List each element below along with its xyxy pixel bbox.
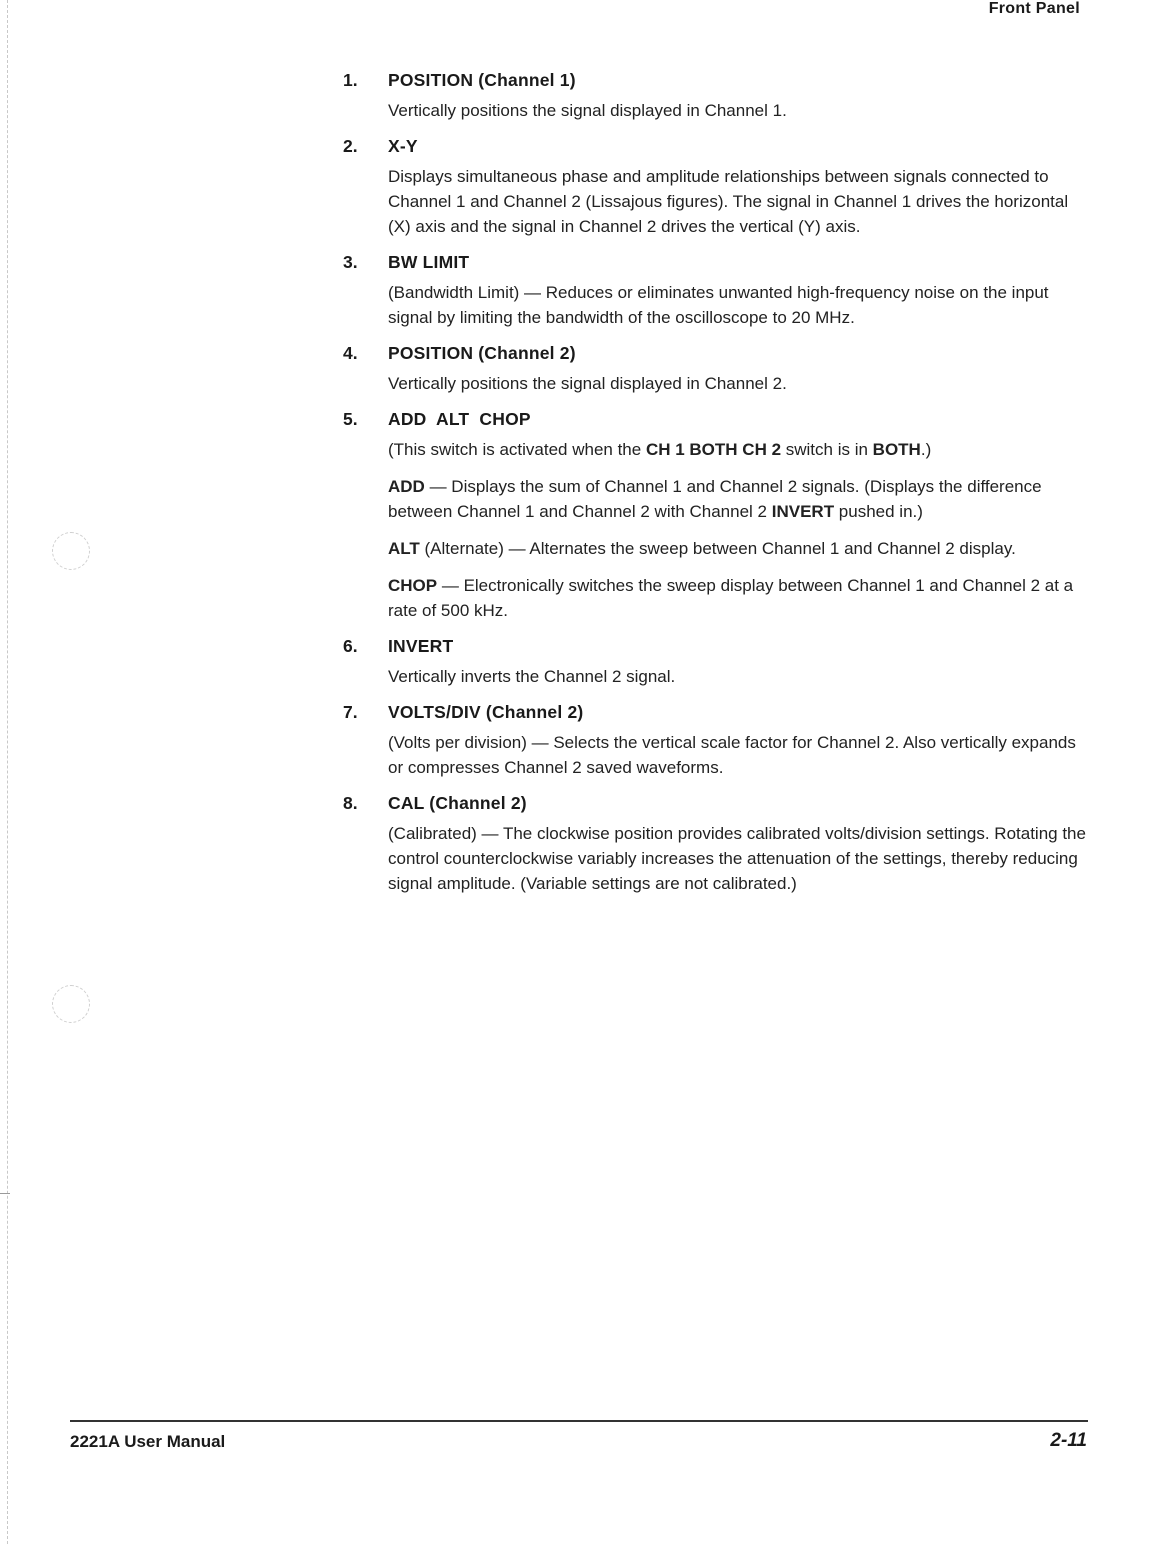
item-number: 1. xyxy=(343,70,358,90)
margin-tick xyxy=(0,1193,10,1194)
item-heading xyxy=(336,407,1086,431)
item-number: 7. xyxy=(343,702,358,722)
footer-rule xyxy=(70,1420,1088,1422)
punch-hole xyxy=(52,985,90,1023)
item-description xyxy=(388,280,1086,330)
list-item xyxy=(336,700,1086,780)
item-title: ADD ALT CHOP xyxy=(388,409,531,429)
item-list xyxy=(336,68,1086,907)
text-run: (Calibrated) — The clockwise position provides calibrated volts/division settings. Rotating the control counterclockwise variably increases the attenuation of the settings, thereby reducing signal amplitude. (Variable settings are not calibrated.) xyxy=(388,824,1086,893)
list-item xyxy=(336,634,1086,689)
text-run: (Alternate) — Alternates the sweep between Channel 1 and Channel 2 display. xyxy=(419,539,1016,558)
item-heading xyxy=(336,634,1086,658)
control-name: ALT xyxy=(388,539,420,558)
control-name: BOTH xyxy=(872,440,921,459)
binding-edge xyxy=(7,0,8,1544)
text-run: Vertically positions the signal displayed in Channel 1. xyxy=(388,101,787,120)
list-item xyxy=(336,791,1086,896)
manual-title: 2221A User Manual xyxy=(70,1432,226,1451)
item-heading xyxy=(336,700,1086,724)
text-run: — Electronically switches the sweep display between Channel 1 and Channel 2 at a rate of 500 kHz. xyxy=(388,576,1074,620)
punch-hole xyxy=(52,532,90,570)
item-heading xyxy=(336,250,1086,274)
item-description xyxy=(388,730,1086,780)
item-title: X-Y xyxy=(388,136,418,156)
control-name: CH 1 BOTH CH 2 xyxy=(645,440,782,459)
item-heading xyxy=(336,791,1086,815)
text-run: switch is in xyxy=(781,440,873,459)
list-item xyxy=(336,68,1086,123)
control-name: CHOP xyxy=(388,576,438,595)
item-description xyxy=(388,821,1086,896)
text-run: pushed in.) xyxy=(834,502,923,521)
list-item xyxy=(336,250,1086,330)
item-title: POSITION (Channel 1) xyxy=(388,70,576,90)
item-description xyxy=(388,474,1086,524)
item-number: 5. xyxy=(343,409,358,429)
list-item xyxy=(336,134,1086,239)
item-description xyxy=(388,371,1086,396)
item-title: CAL (Channel 2) xyxy=(388,793,527,813)
text-run: (Volts per division) — Selects the vertical scale factor for Channel 2. Also vertically expands or compresses Channel 2 saved waveforms. xyxy=(388,733,1076,777)
item-description xyxy=(388,536,1086,561)
item-number: 3. xyxy=(343,252,358,272)
item-title: INVERT xyxy=(388,636,454,656)
control-name: INVERT xyxy=(771,502,835,521)
item-description xyxy=(388,664,1086,689)
text-run: — Displays the sum of Channel 1 and Channel 2 signals. (Displays the difference between Channel 1 and Channel 2 with Channel 2 xyxy=(388,477,1042,521)
page-number: 2-11 xyxy=(1050,1430,1087,1451)
item-heading xyxy=(336,68,1086,92)
item-heading xyxy=(336,134,1086,158)
item-title: BW LIMIT xyxy=(388,252,470,272)
item-description xyxy=(388,573,1086,623)
item-number: 8. xyxy=(343,793,358,813)
item-description xyxy=(388,98,1086,123)
text-run: Vertically positions the signal displayed in Channel 2. xyxy=(388,374,787,393)
list-item xyxy=(336,341,1086,396)
text-run: (This switch is activated when the xyxy=(388,440,646,459)
text-run: Vertically inverts the Channel 2 signal. xyxy=(388,667,676,686)
running-header: Front Panel xyxy=(988,0,1080,17)
item-description xyxy=(388,437,1086,462)
text-run: Displays simultaneous phase and amplitude relationships between signals connected to Channel 1 and Channel 2 (Lissajous figures). The signal in Channel 1 drives the horizontal (X) axis and the signal in Channel 2 drives the vertical (Y) axis. xyxy=(388,167,1069,236)
item-title: POSITION (Channel 2) xyxy=(388,343,576,363)
item-description xyxy=(388,164,1086,239)
item-title: VOLTS/DIV (Channel 2) xyxy=(388,702,584,722)
list-item xyxy=(336,407,1086,623)
control-name: ADD xyxy=(388,477,425,496)
item-heading xyxy=(336,341,1086,365)
item-number: 2. xyxy=(343,136,358,156)
text-run: (Bandwidth Limit) — Reduces or eliminates unwanted high-frequency noise on the input signal by limiting the bandwidth of the oscilloscope to 20 MHz. xyxy=(388,283,1049,327)
item-number: 6. xyxy=(343,636,358,656)
text-run: .) xyxy=(920,440,932,459)
item-number: 4. xyxy=(343,343,358,363)
